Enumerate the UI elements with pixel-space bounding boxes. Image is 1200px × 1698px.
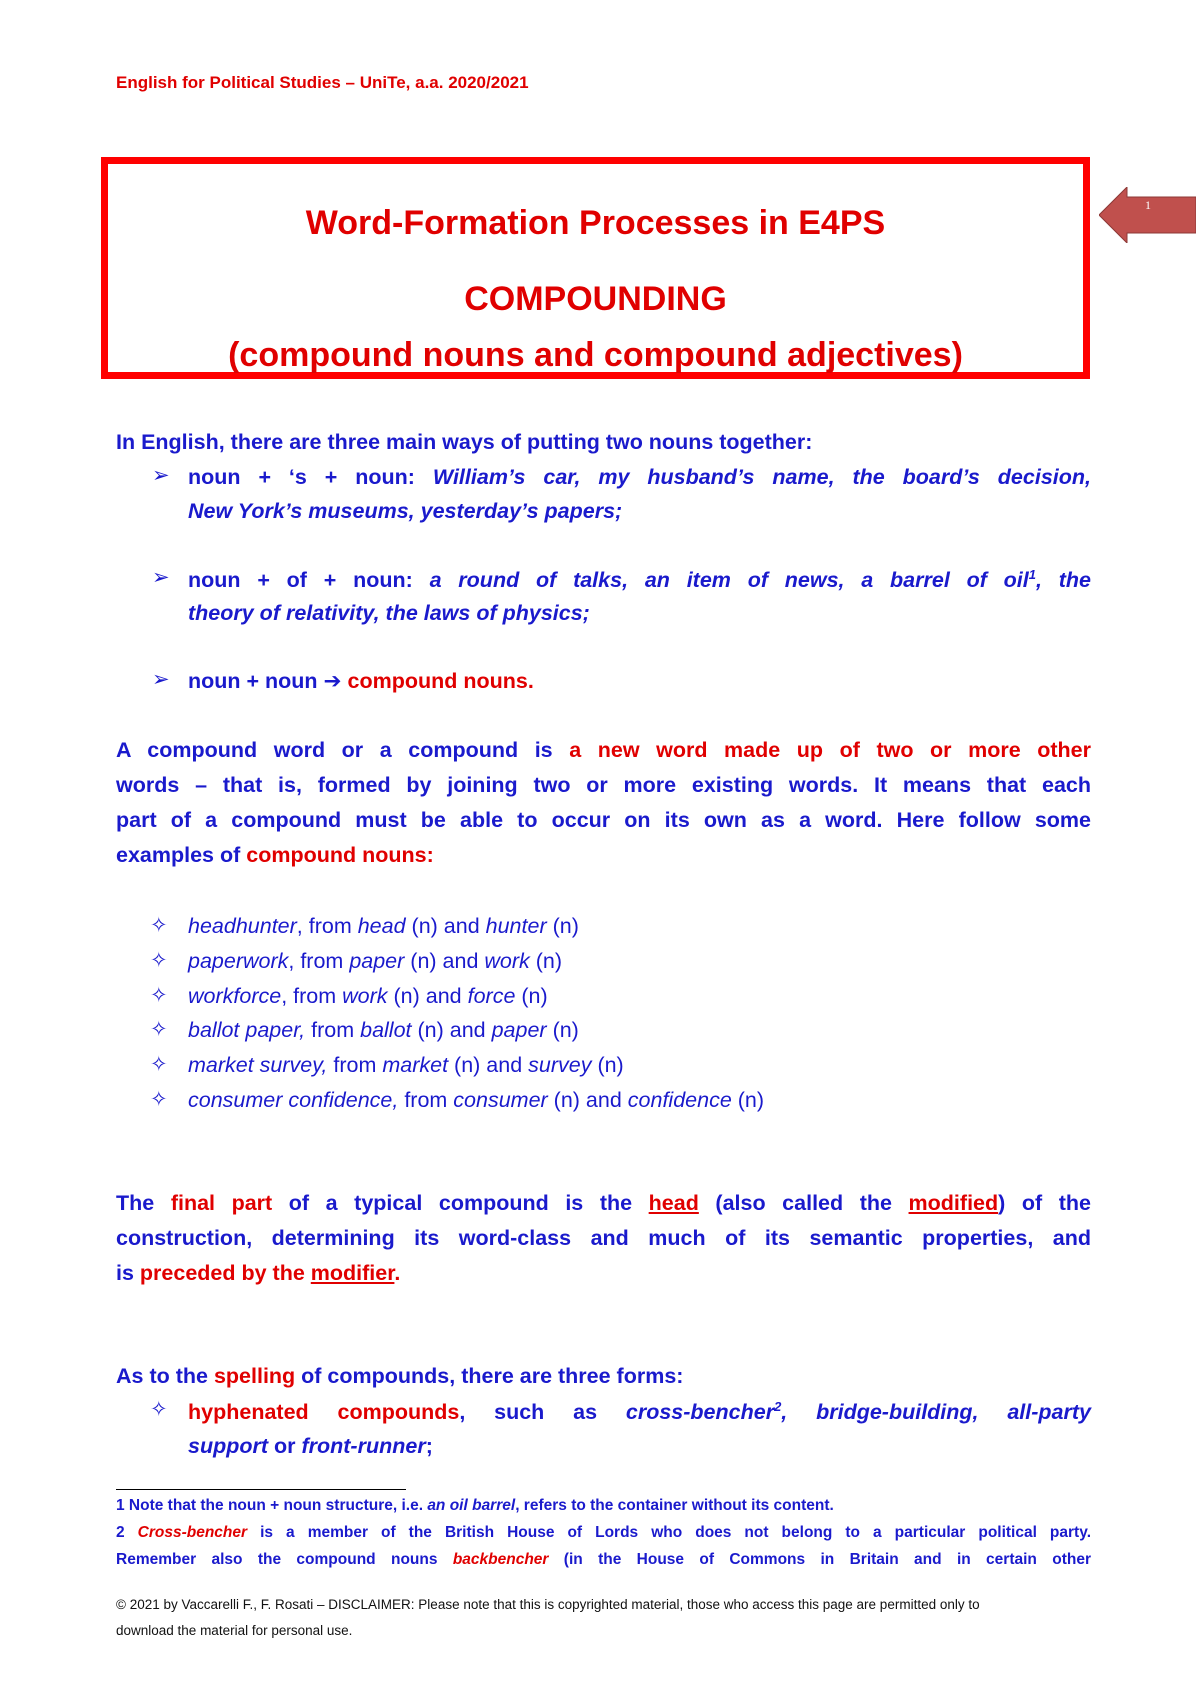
page-number-arrow-icon (1099, 187, 1196, 243)
star-bullet-icon: ✧ (150, 984, 168, 1007)
star-bullet-icon: ✧ (150, 1053, 168, 1076)
footnote-2-continued: Remember also the compound nouns backbencher (in the House of Commons in Britain and in certain other (116, 1551, 1091, 1568)
example-item: ballot paper, from ballot (n) and paper (n) (188, 1018, 579, 1042)
star-bullet-icon: ✧ (150, 914, 168, 937)
head-para-line1: The final part of a typical compound is the head (also called the modified) of the (116, 1191, 1091, 1215)
example-item: headhunter, from head (n) and hunter (n) (188, 914, 579, 938)
spelling-bullet-line2: support or front-runner; (188, 1434, 433, 1458)
bullet-genitive-line1: noun + ‘s + noun: William’s car, my husband’s name, the board’s decision, (188, 465, 1091, 489)
document-subtitle-detail: (compound nouns and compound adjectives) (228, 336, 963, 374)
definition-line2: words – that is, formed by joining two or more existing words. It means that each (116, 773, 1091, 797)
example-item: workforce, from work (n) and force (n) (188, 984, 548, 1008)
definition-line1: A compound word or a compound is a new word made up of two or more other (116, 738, 1091, 762)
bullet-of-line2: theory of relativity, the laws of physics; (188, 601, 590, 625)
footnote-separator (116, 1489, 406, 1490)
title-box (101, 157, 1090, 379)
star-bullet-icon: ✧ (150, 1088, 168, 1111)
example-item: paperwork, from paper (n) and work (n) (188, 949, 563, 973)
page-number: 1 (1145, 198, 1151, 212)
arrowhead-bullet-icon: ➢ (152, 566, 170, 589)
spelling-intro: As to the spelling of compounds, there are three forms: (116, 1364, 684, 1388)
star-bullet-icon: ✧ (150, 1398, 168, 1421)
bullet-genitive-line2: New York’s museums, yesterday’s papers; (188, 499, 623, 523)
definition-line4: examples of compound nouns: (116, 843, 434, 867)
intro-line: In English, there are three main ways of putting two nouns together: (116, 430, 813, 454)
bullet-compound-line: noun + noun ➔ compound nouns. (188, 669, 534, 693)
definition-line3: part of a compound must be able to occur on its own as a word. Here follow some (116, 808, 1091, 832)
star-bullet-icon: ✧ (150, 949, 168, 972)
spelling-bullet-line1: hyphenated compounds, such as cross-bencher$^2$, bridge-building, all-party (188, 1399, 1091, 1425)
footnote-2: 2 Cross-bencher is a member of the British House of Lords who does not belong to a particular political party. (116, 1524, 1091, 1541)
example-item: consumer confidence, from consumer (n) and confidence (n) (188, 1088, 765, 1112)
footnote-1: 1 Note that the noun + noun structure, i.e. an oil barrel, refers to the container without its content. (116, 1497, 834, 1514)
bullet-of-line1: noun + of + noun: a round of talks, an item of news, a barrel of oil$^1$, the (188, 567, 1091, 593)
star-bullet-icon: ✧ (150, 1018, 168, 1041)
example-item: market survey, from market (n) and survey (n) (188, 1053, 624, 1077)
right-arrow-icon: ➔ (323, 669, 342, 693)
arrowhead-bullet-icon: ➢ (152, 464, 170, 487)
document-title: Word-Formation Processes in E4PS (305, 204, 886, 242)
copyright-line2: download the material for personal use. (116, 1623, 353, 1638)
head-para-line3: is preceded by the modifier. (116, 1261, 401, 1285)
copyright-line1: © 2021 by Vaccarelli F., F. Rosati – DISCLAIMER: Please note that this is copyrighted material, those who access this page are permitted only to (116, 1597, 980, 1612)
head-para-line2: construction, determining its word-class and much of its semantic properties, and (116, 1226, 1091, 1250)
arrowhead-bullet-icon: ➢ (152, 668, 170, 691)
document-subtitle: COMPOUNDING (464, 280, 727, 318)
running-header: English for Political Studies – UniTe, a.a. 2020/2021 (116, 73, 529, 92)
